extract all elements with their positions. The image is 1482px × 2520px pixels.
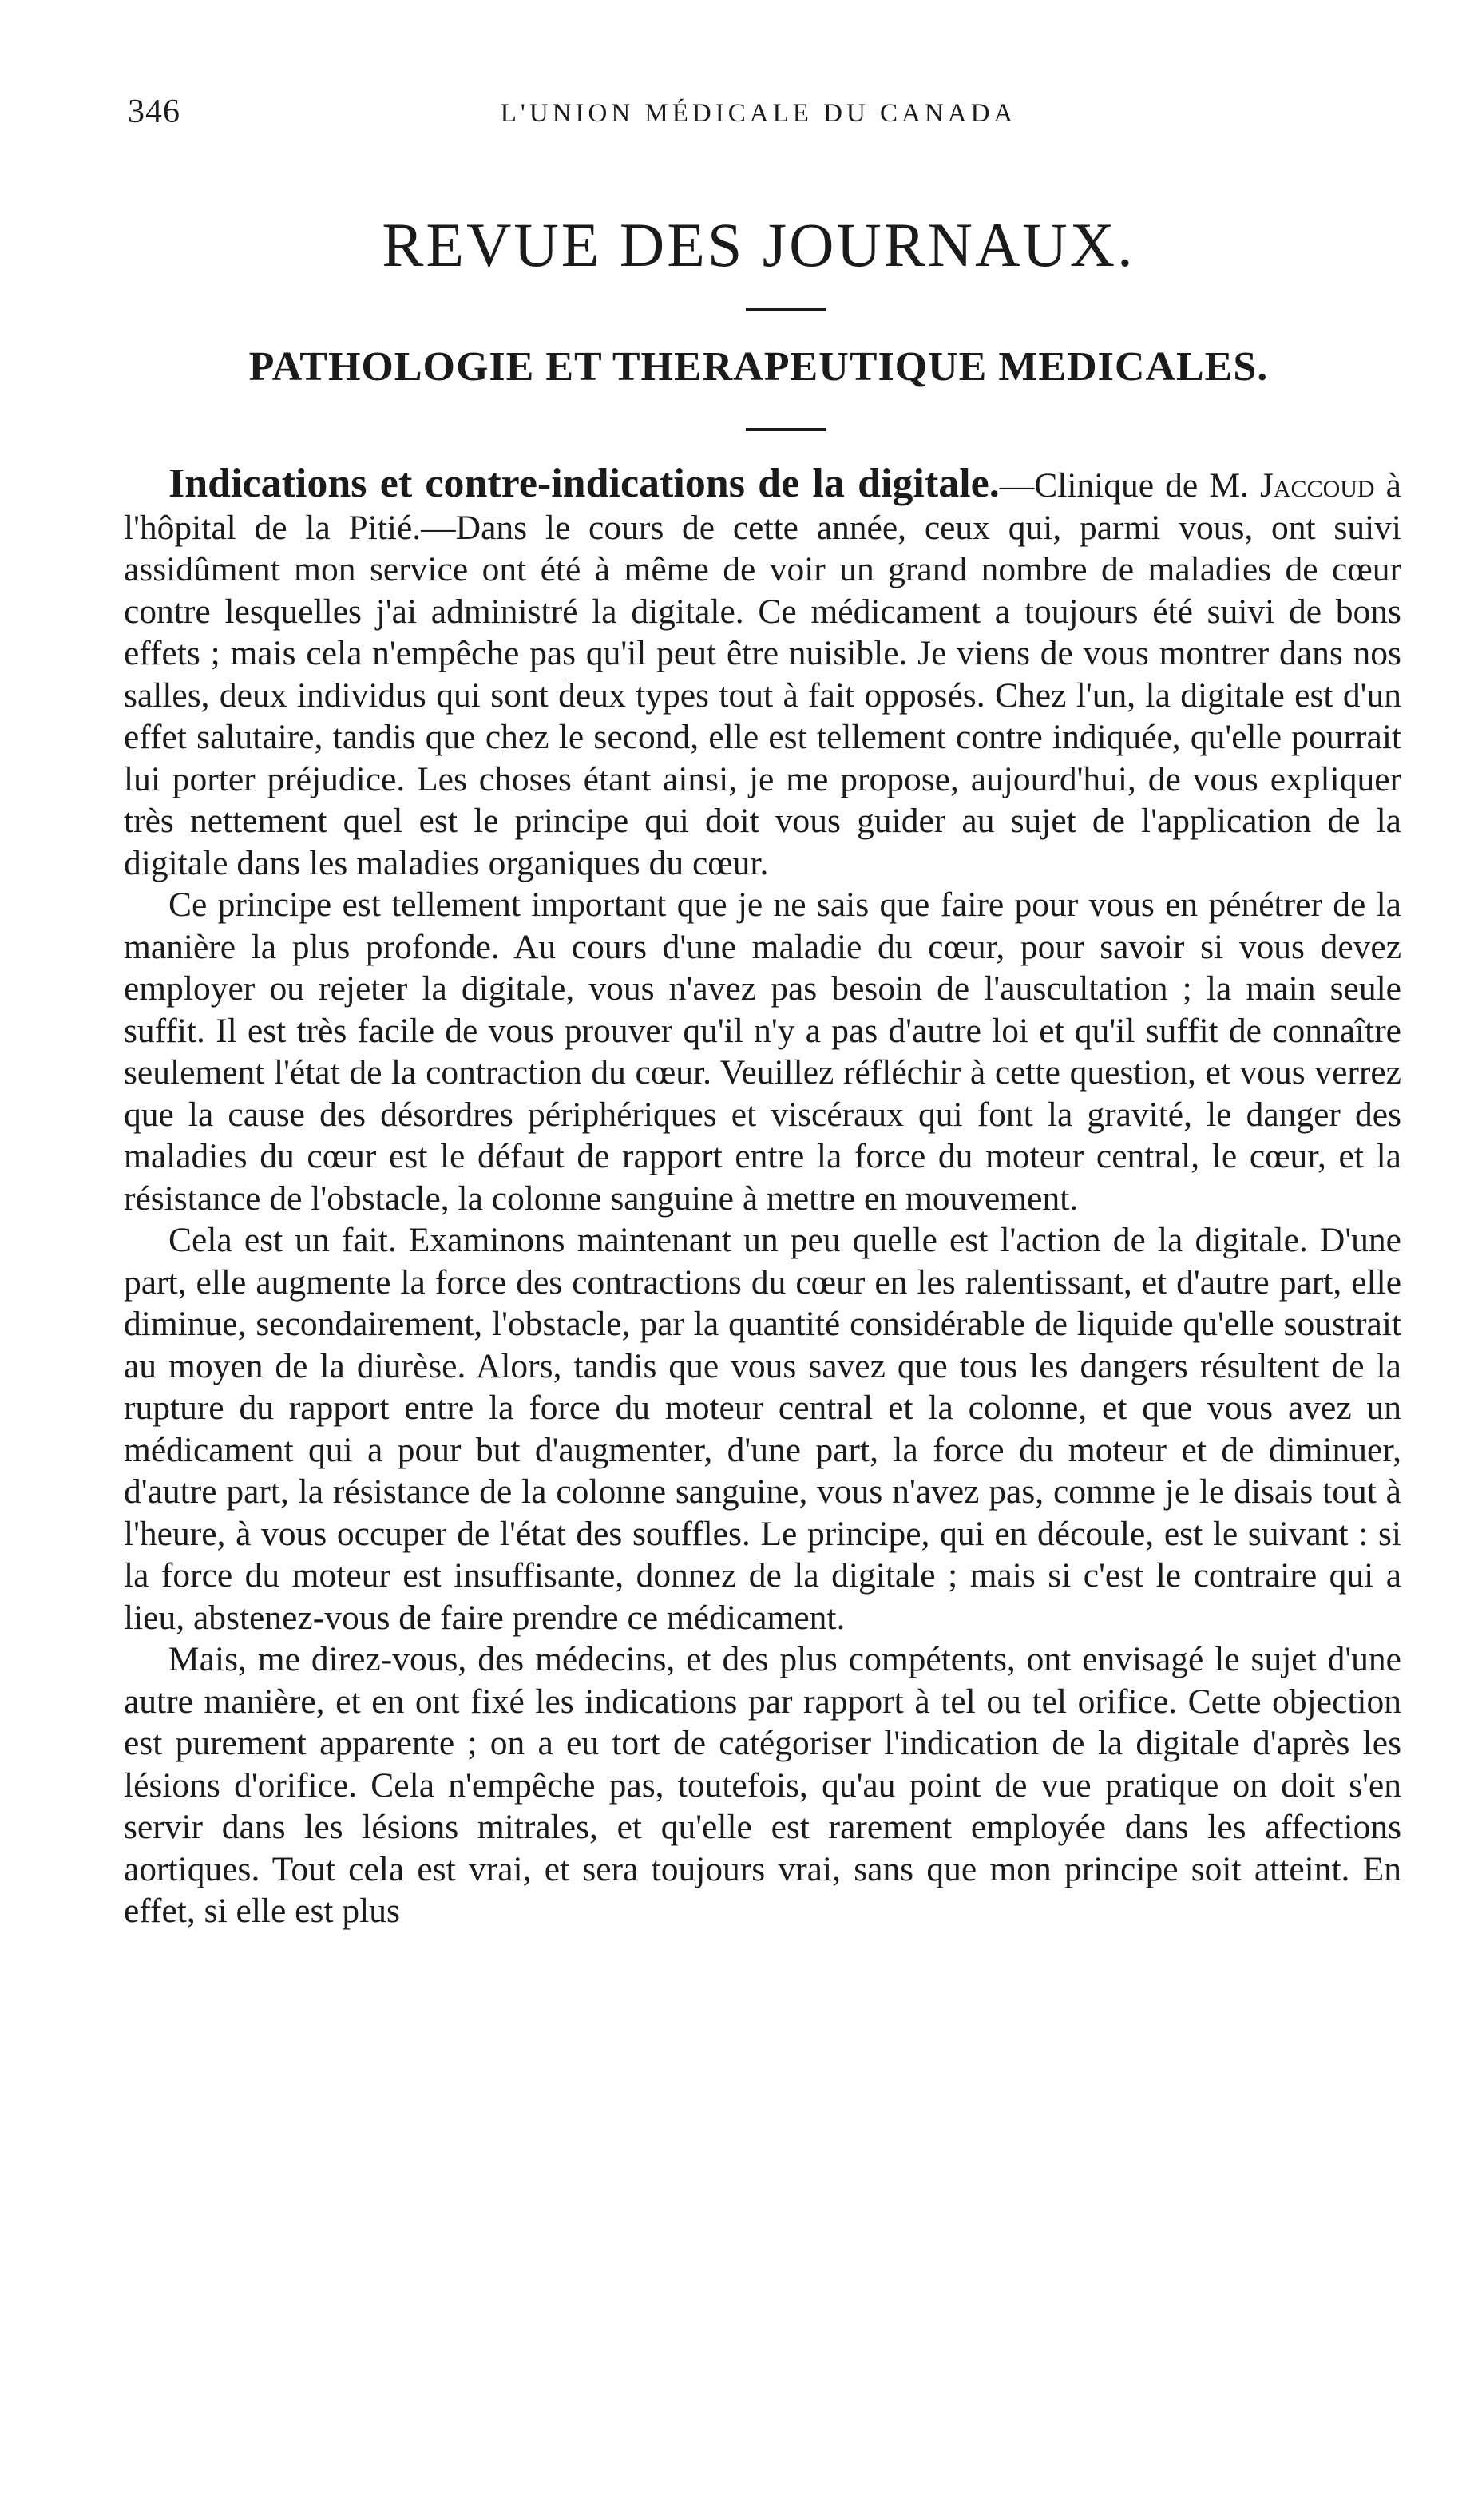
- article-title: Indications et contre-indications de la digitale.: [168, 461, 1000, 506]
- article-body: [124, 463, 1401, 1932]
- journal-title: L'UNION MÉDICALE DU CANADA: [500, 99, 1017, 128]
- running-header: [128, 93, 1389, 141]
- hospital-reference: à l'hôpital de la Pitié.—: [124, 466, 1401, 547]
- lead-dash: —: [999, 466, 1035, 505]
- article-paragraph: Ce principe est tellement important que je ne sais que faire pour vous en pénétrer de la manière la plus profonde. Au cours d'une maladie du cœur, pour savoir si vous devez employer ou rejeter la digitale, vous n'avez pas besoin de l'auscultation ; la main seule suffit. Il est très facile de vous prouver qu'il n'y a pas d'autre loi et qu'il suffit de connaître seulement l'état de la contraction du cœur. Veuillez réfléchir à cette question, et vous verrez que la cause des désordres périphériques et viscéraux qui font la gravité, le danger des maladies du cœur est le défaut de rapport entre la force du moteur central, le cœur, et la résistance de l'obstacle, la colonne sanguine à mettre en mouvement.: [124, 886, 1401, 1218]
- divider-rule: [746, 308, 826, 311]
- divider-rule: [746, 428, 826, 431]
- clinic-reference: Clinique de M.: [1034, 466, 1260, 505]
- page-number: 346: [128, 93, 180, 130]
- subsection-title: PATHOLOGIE ET THERAPEUTIQUE MEDICALES.: [248, 344, 1269, 390]
- paragraph-text: Dans le cours de cette année, ceux qui, parmi vous, ont suivi assidûment mon service ont été à même de voir un grand nombre de maladies de cœur contre lesquelles j'ai administré la digitale. Ce médicament a toujours été suivi de bons effets ; mais cela n'empêche pas qu'il peut être nuisible. Je viens de vous montrer dans nos salles, deux individus qui sont deux types tout à fait opposés. Chez l'un, la digitale est d'un effet salutaire, tandis que chez le second, elle est tellement contre indiquée, qu'elle pourrait lui porter préjudice. Les choses étant ainsi, je me propose, aujourd'hui, de vous expliquer très nettement quel est le principe qui doit vous guider au sujet de l'application de la digitale dans les maladies organiques du cœur.: [124, 508, 1401, 882]
- author-name: Jaccoud: [1259, 466, 1375, 505]
- article-paragraph: Cela est un fait. Examinons maintenant un peu quelle est l'action de la digitale. D'une part, elle augmente la force des contractions du cœur en les ralentissant, et d'autre part, elle diminue, secondairement, l'obstacle, par la quantité considérable de liquide qu'elle soustrait au moyen de la diurèse. Alors, tandis que vous savez que tous les dangers résultent de la rupture du rapport entre la force du moteur central et la colonne, et que vous avez un médicament qui a pour but d'augmenter, d'une part, la force du moteur et de diminuer, d'autre part, la résistance de la colonne sanguine, vous n'avez pas, comme je le disais tout à l'heure, à vous occuper de l'état des souffles. Le principe, qui en découle, est le suivant : si la force du moteur est insuffisante, donnez de la digitale ; mais si c'est le contraire qui a lieu, abstenez-vous de faire prendre ce médicament.: [124, 1221, 1401, 1637]
- section-title: REVUE DES JOURNAUX.: [382, 210, 1135, 279]
- article-paragraph: [124, 463, 1401, 884]
- article-paragraph: Mais, me direz-vous, des médecins, et des plus compétents, ont envisagé le sujet d'une autre manière, et en ont fixé les indications par rapport à tel ou tel orifice. Cette objection est purement apparente ; on a eu tort de catégoriser l'indication de la digitale d'après les lésions d'orifice. Cela n'empêche pas, toutefois, qu'au point de vue pratique on doit s'en servir dans les lésions mitrales, et qu'elle est rarement employée dans les affections aortiques. Tout cela est vrai, et sera toujours vrai, sans que mon principe soit atteint. En effet, si elle est plus: [124, 1640, 1401, 1930]
